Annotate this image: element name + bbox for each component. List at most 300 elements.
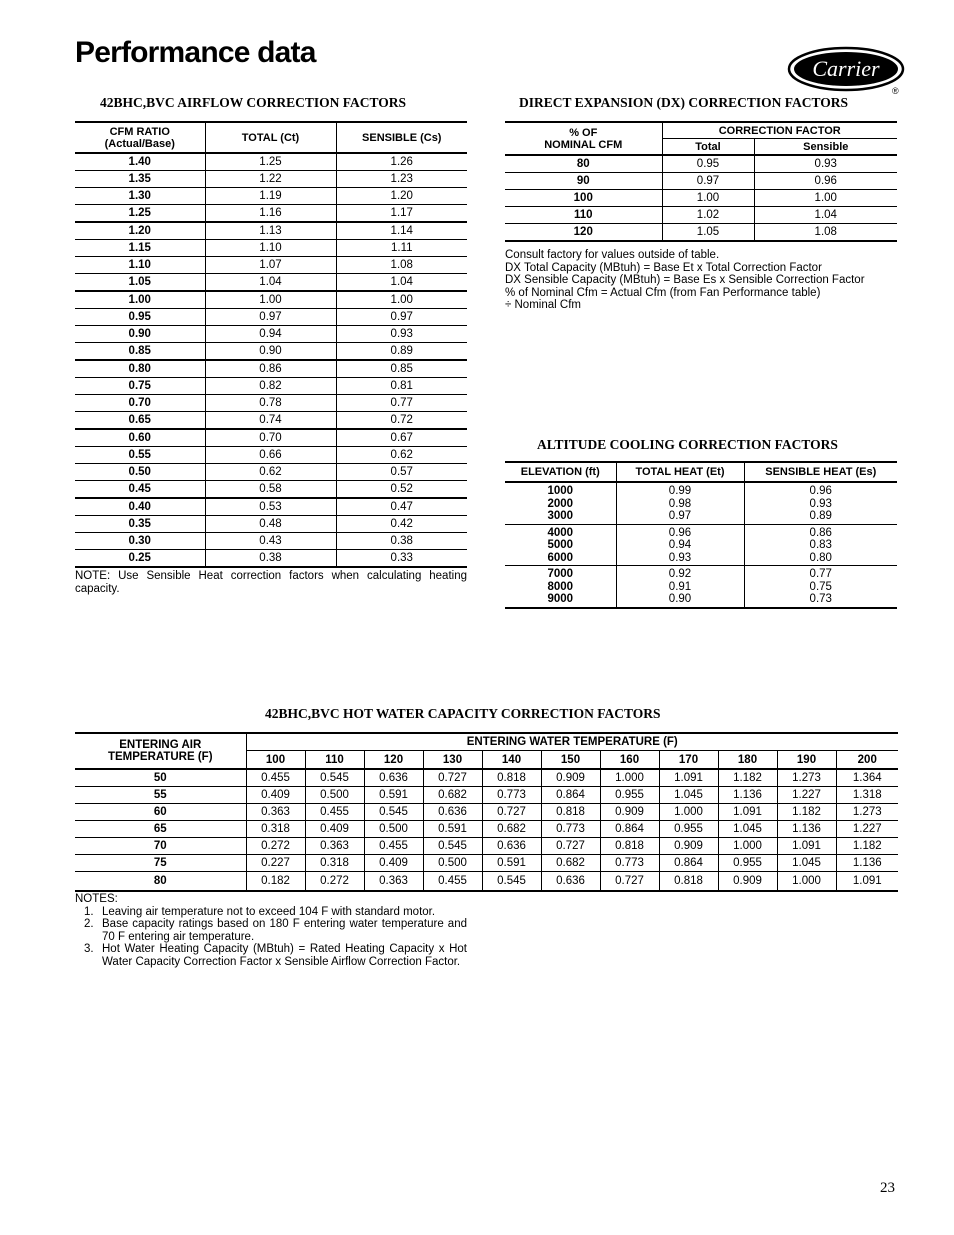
airflow-row <box>75 360 467 378</box>
cfm-ratio-cell: 0.65 <box>75 412 205 430</box>
hot-water-row <box>75 769 898 787</box>
cfm-ratio-cell: 1.00 <box>75 291 205 309</box>
factor-cell: 0.363 <box>246 804 305 821</box>
altitude-value: 0.77 <box>809 568 832 580</box>
dx-table <box>505 121 897 242</box>
air-temp-cell: 65 <box>75 821 246 838</box>
factor-cell: 1.136 <box>718 787 777 804</box>
total-cell: 1.00 <box>205 291 336 309</box>
pct-nominal-cell: 110 <box>505 207 662 224</box>
sensible-cell: 0.89 <box>336 343 467 361</box>
factor-cell: 0.773 <box>541 821 600 838</box>
factor-cell: 0.318 <box>246 821 305 838</box>
factor-cell: 0.955 <box>600 787 659 804</box>
sensible-cell: 1.04 <box>336 274 467 292</box>
carrier-logo <box>786 44 912 96</box>
cfm-ratio-cell: 0.85 <box>75 343 205 361</box>
sensible-cell: 1.00 <box>336 291 467 309</box>
altitude-value: 0.93 <box>668 551 692 564</box>
altitude-value: 0.83 <box>809 539 832 551</box>
note-text: Hot Water Heating Capacity (MBtuh) = Rated Heating Capacity x Hot Water Capacity Correction Factor x Sensible Airflow Correction Factor. <box>102 943 467 968</box>
altitude-value: 0.89 <box>809 510 832 522</box>
cfm-ratio-cell: 1.25 <box>75 205 205 223</box>
dx-sensible-cell: 1.08 <box>754 224 897 242</box>
factor-cell: 0.455 <box>305 804 364 821</box>
airflow-row <box>75 171 467 188</box>
cfm-ratio-cell: 0.60 <box>75 429 205 447</box>
altitude-value: 0.96 <box>668 526 692 539</box>
sensible-cell: 0.67 <box>336 429 467 447</box>
airflow-row <box>75 240 467 257</box>
sensible-cell: 1.26 <box>336 153 467 171</box>
airflow-row <box>75 257 467 274</box>
total-cell: 0.70 <box>205 429 336 447</box>
sensible-cell: 0.62 <box>336 447 467 464</box>
factor-cell: 0.636 <box>482 838 541 855</box>
factor-cell: 0.682 <box>541 855 600 872</box>
factor-cell: 1.182 <box>718 769 777 787</box>
sensible-cell: 1.23 <box>336 171 467 188</box>
total-cell: 1.13 <box>205 222 336 240</box>
factor-cell: 0.727 <box>423 769 482 787</box>
factor-cell: 0.363 <box>364 872 423 892</box>
altitude-value: 2000 <box>547 497 574 510</box>
factor-cell: 0.682 <box>423 787 482 804</box>
factor-cell: 1.091 <box>777 838 836 855</box>
factor-cell: 1.136 <box>836 855 898 872</box>
dx-note-line: Consult factory for values outside of table. <box>505 249 720 261</box>
factor-cell: 0.727 <box>541 838 600 855</box>
water-temp-header: 110 <box>305 751 364 770</box>
total-cell: 0.38 <box>205 550 336 568</box>
hot-water-table <box>75 732 898 892</box>
water-temp-header: 180 <box>718 751 777 770</box>
hot-water-row <box>75 804 898 821</box>
sensible-cell: 1.11 <box>336 240 467 257</box>
altitude-total-cell <box>616 482 744 524</box>
sensible-heat-header: SENSIBLE HEAT (Es) <box>744 462 897 482</box>
cfm-ratio-cell: 0.80 <box>75 360 205 378</box>
altitude-sensible-cell <box>744 524 897 566</box>
total-cell: 0.43 <box>205 533 336 550</box>
pct-nominal-cell: 100 <box>505 190 662 207</box>
factor-cell: 1.273 <box>777 769 836 787</box>
altitude-value: 7000 <box>547 568 574 580</box>
sensible-cell: 1.17 <box>336 205 467 223</box>
factor-cell: 0.409 <box>246 787 305 804</box>
cfm-ratio-cell: 0.75 <box>75 378 205 395</box>
factor-cell: 0.864 <box>541 787 600 804</box>
water-temp-header: 100 <box>246 751 305 770</box>
factor-cell: 0.773 <box>600 855 659 872</box>
entering-water-header: ENTERING WATER TEMPERATURE (F) <box>246 733 898 751</box>
cfm-ratio-cell: 0.95 <box>75 309 205 326</box>
note-number: 1. <box>84 905 94 918</box>
total-cell: 0.78 <box>205 395 336 412</box>
hot-water-notes <box>75 893 467 968</box>
factor-cell: 1.000 <box>659 804 718 821</box>
factor-cell: 0.455 <box>246 769 305 787</box>
notes-title: NOTES: <box>75 893 118 905</box>
dx-note-line: DX Sensible Capacity (MBtuh) = Base Es x Sensible Correction Factor <box>505 274 865 286</box>
dx-row <box>505 155 897 173</box>
altitude-value: 0.97 <box>668 510 692 522</box>
factor-cell: 0.636 <box>541 872 600 892</box>
airflow-row <box>75 222 467 240</box>
factor-cell: 0.864 <box>659 855 718 872</box>
altitude-group <box>505 524 897 566</box>
altitude-value: 4000 <box>547 526 574 539</box>
note-number: 3. <box>84 943 94 955</box>
dx-sensible-cell: 1.00 <box>754 190 897 207</box>
sensible-cell: 0.47 <box>336 498 467 516</box>
hot-water-row <box>75 838 898 855</box>
hot-water-row <box>75 855 898 872</box>
dx-row <box>505 224 897 242</box>
factor-cell: 0.682 <box>482 821 541 838</box>
factor-cell: 0.363 <box>305 838 364 855</box>
pct-nominal-cell: 90 <box>505 173 662 190</box>
altitude-value: 0.75 <box>809 580 832 593</box>
dx-total-cell: 0.97 <box>662 173 754 190</box>
total-heat-header: TOTAL HEAT (Et) <box>616 462 744 482</box>
note-number: 2. <box>84 918 94 930</box>
dx-note-line: % of Nominal Cfm = Actual Cfm (from Fan Performance table) <box>505 286 821 299</box>
pct-nominal-header: % OF NOMINAL CFM <box>505 122 662 155</box>
cfm-ratio-cell: 0.50 <box>75 464 205 481</box>
sensible-cell: 0.38 <box>336 533 467 550</box>
factor-cell: 1.182 <box>777 804 836 821</box>
airflow-row <box>75 188 467 205</box>
total-cell: 1.25 <box>205 153 336 171</box>
factor-cell: 0.455 <box>364 838 423 855</box>
factor-cell: 0.500 <box>364 821 423 838</box>
cfm-ratio-cell: 1.10 <box>75 257 205 274</box>
sensible-cell: 1.14 <box>336 222 467 240</box>
factor-cell: 0.636 <box>423 804 482 821</box>
air-temp-cell: 55 <box>75 787 246 804</box>
total-cell: 0.66 <box>205 447 336 464</box>
factor-cell: 0.182 <box>246 872 305 892</box>
airflow-row <box>75 378 467 395</box>
total-cell: 0.97 <box>205 309 336 326</box>
factor-cell: 0.909 <box>600 804 659 821</box>
note-item <box>75 943 467 968</box>
cfm-ratio-cell: 1.05 <box>75 274 205 292</box>
note-item <box>75 918 467 943</box>
factor-cell: 0.272 <box>246 838 305 855</box>
dx-total-cell: 1.05 <box>662 224 754 242</box>
total-cell: 0.90 <box>205 343 336 361</box>
sensible-cell: 0.52 <box>336 481 467 499</box>
water-temp-header: 130 <box>423 751 482 770</box>
airflow-row <box>75 153 467 171</box>
altitude-value: 0.94 <box>668 539 692 551</box>
factor-cell: 0.409 <box>305 821 364 838</box>
dx-row <box>505 190 897 207</box>
altitude-value: 9000 <box>547 593 574 605</box>
hot-water-row <box>75 872 898 892</box>
factor-cell: 0.409 <box>364 855 423 872</box>
factor-cell: 0.591 <box>364 787 423 804</box>
cfm-ratio-cell: 0.90 <box>75 326 205 343</box>
cfm-ratio-cell: 1.35 <box>75 171 205 188</box>
note-text: Leaving air temperature not to exceed 104 F with standard motor. <box>102 905 436 918</box>
altitude-value: 0.99 <box>668 485 692 497</box>
altitude-total-cell <box>616 524 744 566</box>
airflow-row <box>75 481 467 499</box>
dx-sensible-cell: 0.93 <box>754 155 897 173</box>
total-cell: 1.16 <box>205 205 336 223</box>
dx-total-cell: 0.95 <box>662 155 754 173</box>
water-temp-header: 120 <box>364 751 423 770</box>
sensible-cell: 0.33 <box>336 550 467 568</box>
total-cell: 1.19 <box>205 188 336 205</box>
altitude-sensible-cell <box>744 566 897 608</box>
factor-cell: 1.000 <box>718 838 777 855</box>
dx-total-cell: 1.02 <box>662 207 754 224</box>
total-cell: 1.22 <box>205 171 336 188</box>
altitude-value: 0.90 <box>668 593 692 605</box>
factor-cell: 1.227 <box>836 821 898 838</box>
sensible-cell: 0.85 <box>336 360 467 378</box>
airflow-row <box>75 326 467 343</box>
altitude-sensible-cell <box>744 482 897 524</box>
air-temp-cell: 75 <box>75 855 246 872</box>
factor-cell: 0.272 <box>305 872 364 892</box>
altitude-group <box>505 566 897 608</box>
factor-cell: 0.773 <box>482 787 541 804</box>
airflow-row <box>75 498 467 516</box>
altitude-value: 0.73 <box>809 593 832 605</box>
altitude-value: 3000 <box>547 510 574 522</box>
cfm-ratio-cell: 1.40 <box>75 153 205 171</box>
factor-cell: 1.045 <box>659 787 718 804</box>
factor-cell: 0.909 <box>718 872 777 892</box>
total-cell: 0.94 <box>205 326 336 343</box>
airflow-row <box>75 516 467 533</box>
altitude-value: 0.93 <box>809 497 832 510</box>
dx-note-line: DX Total Capacity (MBtuh) = Base Et x Total Correction Factor <box>505 261 822 274</box>
sensible-cell: 0.81 <box>336 378 467 395</box>
altitude-total-cell <box>616 566 744 608</box>
factor-cell: 0.227 <box>246 855 305 872</box>
entering-air-header: ENTERING AIR TEMPERATURE (F) <box>75 733 246 769</box>
factor-cell: 1.364 <box>836 769 898 787</box>
air-temp-cell: 50 <box>75 769 246 787</box>
airflow-row <box>75 412 467 430</box>
dx-row <box>505 207 897 224</box>
dx-note-line: ÷ Nominal Cfm <box>505 299 581 311</box>
total-cell: 0.74 <box>205 412 336 430</box>
factor-cell: 0.909 <box>659 838 718 855</box>
factor-cell: 0.955 <box>659 821 718 838</box>
total-cell: 0.53 <box>205 498 336 516</box>
altitude-value: 0.80 <box>809 551 832 564</box>
cfm-ratio-cell: 0.25 <box>75 550 205 568</box>
pct-nominal-cell: 80 <box>505 155 662 173</box>
cfm-ratio-cell: 1.20 <box>75 222 205 240</box>
total-cell: 0.58 <box>205 481 336 499</box>
factor-cell: 0.591 <box>423 821 482 838</box>
factor-cell: 0.818 <box>600 838 659 855</box>
factor-cell: 0.500 <box>305 787 364 804</box>
factor-cell: 0.636 <box>364 769 423 787</box>
hot-water-row <box>75 787 898 804</box>
water-temp-header: 150 <box>541 751 600 770</box>
sensible-cell: 0.93 <box>336 326 467 343</box>
airflow-row <box>75 550 467 568</box>
dx-total-header: Total <box>662 139 754 156</box>
airflow-row <box>75 533 467 550</box>
air-temp-cell: 70 <box>75 838 246 855</box>
registered-mark: ® <box>892 86 899 96</box>
factor-cell: 0.955 <box>718 855 777 872</box>
note-text: Base capacity ratings based on 180 F entering water temperature and 70 F entering air temperature. <box>102 918 467 943</box>
airflow-row <box>75 274 467 292</box>
hot-water-row <box>75 821 898 838</box>
cfm-ratio-cell: 1.30 <box>75 188 205 205</box>
altitude-value: 0.96 <box>809 485 832 497</box>
factor-cell: 1.000 <box>777 872 836 892</box>
factor-cell: 1.045 <box>777 855 836 872</box>
airflow-note: NOTE: Use Sensible Heat correction factors when calculating heating capacity. <box>75 570 467 595</box>
factor-cell: 1.136 <box>777 821 836 838</box>
factor-cell: 1.000 <box>600 769 659 787</box>
factor-cell: 1.227 <box>777 787 836 804</box>
altitude-value: 0.86 <box>809 526 832 539</box>
airflow-row <box>75 309 467 326</box>
cfm-ratio-cell: 0.70 <box>75 395 205 412</box>
factor-cell: 1.045 <box>718 821 777 838</box>
total-cell: 0.62 <box>205 464 336 481</box>
sensible-cell: 0.97 <box>336 309 467 326</box>
factor-cell: 0.818 <box>659 872 718 892</box>
airflow-row <box>75 464 467 481</box>
cfm-ratio-cell: 0.40 <box>75 498 205 516</box>
altitude-elev-cell <box>505 566 616 608</box>
altitude-value: 0.92 <box>668 568 692 580</box>
factor-cell: 1.273 <box>836 804 898 821</box>
altitude-elev-cell <box>505 524 616 566</box>
elevation-header: ELEVATION (ft) <box>505 462 616 482</box>
dx-title: DIRECT EXPANSION (DX) CORRECTION FACTORS <box>519 95 849 110</box>
altitude-value: 6000 <box>547 551 574 564</box>
water-temp-header: 160 <box>600 751 659 770</box>
cfm-ratio-cell: 0.45 <box>75 481 205 499</box>
altitude-value: 0.91 <box>668 580 692 593</box>
water-temp-header: 140 <box>482 751 541 770</box>
airflow-title: 42BHC,BVC AIRFLOW CORRECTION FACTORS <box>100 95 407 110</box>
factor-cell: 0.318 <box>305 855 364 872</box>
factor-cell: 1.091 <box>836 872 898 892</box>
total-cell: 1.04 <box>205 274 336 292</box>
factor-cell: 0.545 <box>364 804 423 821</box>
factor-cell: 0.455 <box>423 872 482 892</box>
airflow-row <box>75 429 467 447</box>
sensible-cell: 0.42 <box>336 516 467 533</box>
correction-factor-header: CORRECTION FACTOR <box>662 122 897 139</box>
factor-cell: 1.091 <box>718 804 777 821</box>
dx-sensible-cell: 0.96 <box>754 173 897 190</box>
airflow-row <box>75 343 467 361</box>
total-cell: 1.10 <box>205 240 336 257</box>
page-title: Performance data <box>75 36 316 69</box>
water-temp-header: 190 <box>777 751 836 770</box>
factor-cell: 0.591 <box>482 855 541 872</box>
water-temp-header: 200 <box>836 751 898 770</box>
factor-cell: 0.545 <box>305 769 364 787</box>
sensible-cell: 0.77 <box>336 395 467 412</box>
total-header: TOTAL (Ct) <box>205 122 336 153</box>
altitude-value: 5000 <box>547 539 574 551</box>
airflow-row <box>75 447 467 464</box>
water-temp-header: 170 <box>659 751 718 770</box>
dx-total-cell: 1.00 <box>662 190 754 207</box>
factor-cell: 1.182 <box>836 838 898 855</box>
airflow-row <box>75 205 467 223</box>
cfm-ratio-cell: 1.15 <box>75 240 205 257</box>
factor-cell: 0.909 <box>541 769 600 787</box>
altitude-elev-cell <box>505 482 616 524</box>
altitude-table <box>505 461 897 609</box>
dx-sensible-cell: 1.04 <box>754 207 897 224</box>
sensible-cell: 0.72 <box>336 412 467 430</box>
cfm-ratio-cell: 0.35 <box>75 516 205 533</box>
dx-notes <box>505 249 905 312</box>
pct-nominal-cell: 120 <box>505 224 662 242</box>
cfm-ratio-cell: 0.30 <box>75 533 205 550</box>
factor-cell: 1.091 <box>659 769 718 787</box>
factor-cell: 0.500 <box>423 855 482 872</box>
dx-sensible-header: Sensible <box>754 139 897 156</box>
factor-cell: 1.318 <box>836 787 898 804</box>
cfm-ratio-cell: 0.55 <box>75 447 205 464</box>
dx-row <box>505 173 897 190</box>
factor-cell: 0.545 <box>482 872 541 892</box>
factor-cell: 0.818 <box>482 769 541 787</box>
factor-cell: 0.727 <box>600 872 659 892</box>
total-cell: 0.48 <box>205 516 336 533</box>
factor-cell: 0.818 <box>541 804 600 821</box>
airflow-table <box>75 121 467 568</box>
total-cell: 1.07 <box>205 257 336 274</box>
cfm-ratio-header: CFM RATIO (Actual/Base) <box>75 122 205 153</box>
sensible-cell: 0.57 <box>336 464 467 481</box>
factor-cell: 0.545 <box>423 838 482 855</box>
altitude-value: 8000 <box>547 580 574 593</box>
note-item <box>75 906 467 919</box>
altitude-group <box>505 482 897 524</box>
airflow-row <box>75 291 467 309</box>
sensible-header: SENSIBLE (Cs) <box>336 122 467 153</box>
factor-cell: 0.864 <box>600 821 659 838</box>
altitude-title: ALTITUDE COOLING CORRECTION FACTORS <box>537 437 838 452</box>
sensible-cell: 1.08 <box>336 257 467 274</box>
factor-cell: 0.727 <box>482 804 541 821</box>
total-cell: 0.86 <box>205 360 336 378</box>
airflow-row <box>75 395 467 412</box>
air-temp-cell: 80 <box>75 872 246 892</box>
hot-water-title: 42BHC,BVC HOT WATER CAPACITY CORRECTION FACTORS <box>265 706 661 721</box>
total-cell: 0.82 <box>205 378 336 395</box>
altitude-value: 1000 <box>547 485 574 497</box>
altitude-value: 0.98 <box>668 497 692 510</box>
page-number: 23 <box>880 1180 895 1196</box>
sensible-cell: 1.20 <box>336 188 467 205</box>
air-temp-cell: 60 <box>75 804 246 821</box>
logo-text: Carrier <box>812 56 880 81</box>
